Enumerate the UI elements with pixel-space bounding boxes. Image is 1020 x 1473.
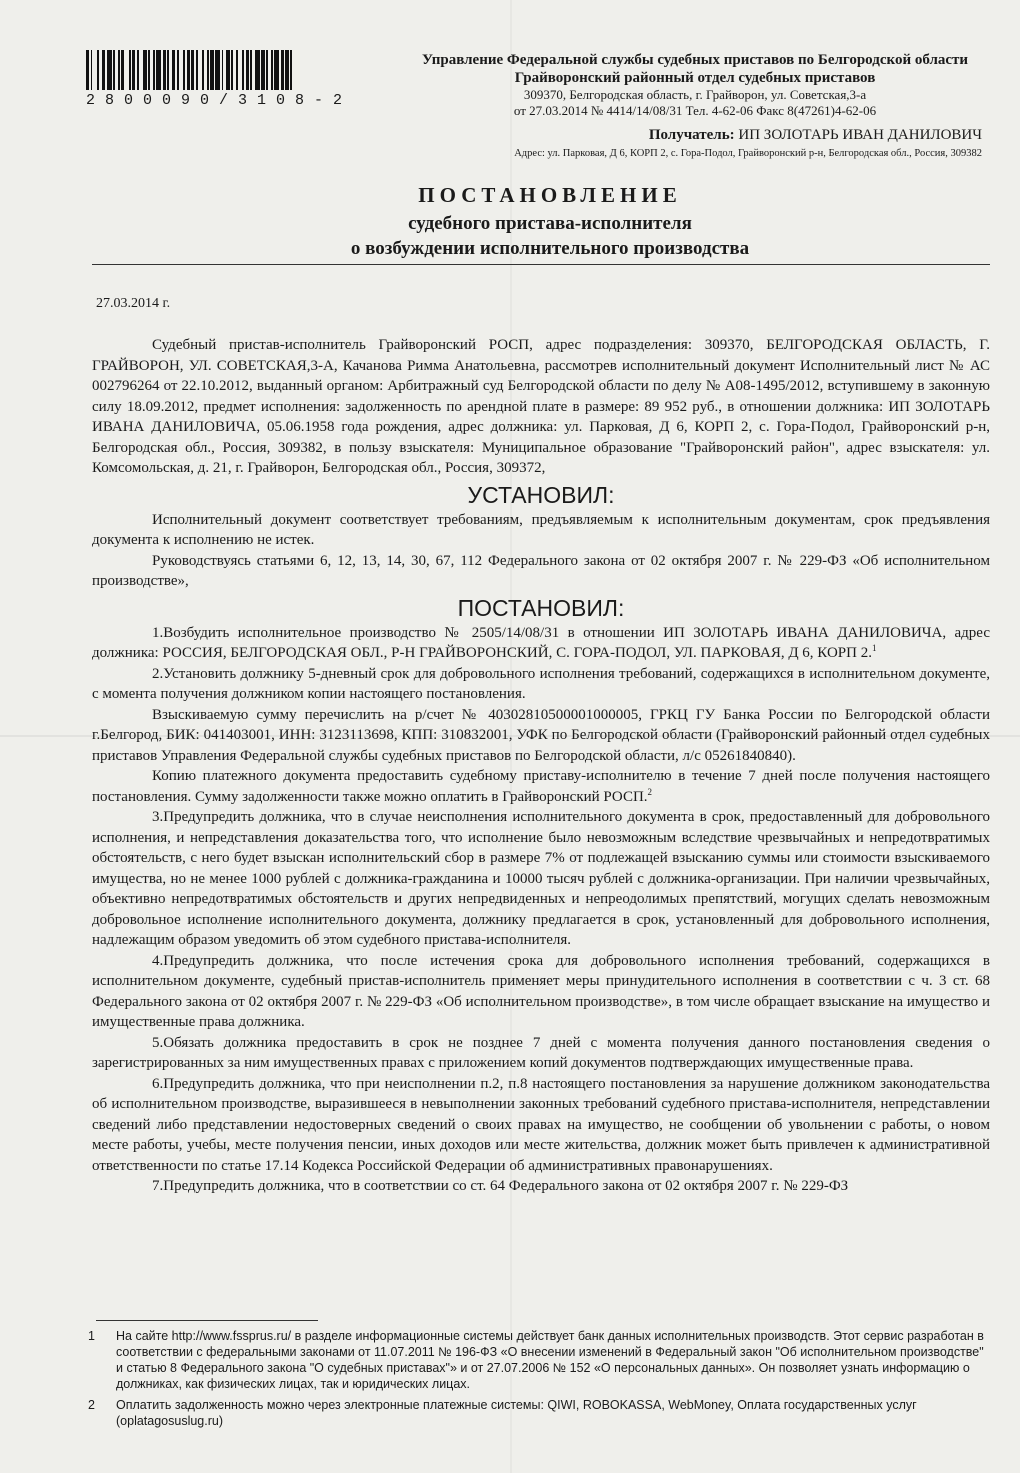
footnote-1 — [88, 1328, 988, 1392]
recipient-name: ИП ЗОЛОТАРЬ ИВАН ДАНИЛОВИЧ — [738, 127, 982, 143]
resolution-item-5: 5.Обязать должника предоставить в срок не позднее 7 дней с момента получения данного постановления сведения о зарегистрированных за ним имущественных правах с приложением копий документов подтверждающих имущественные права. — [92, 1034, 990, 1071]
recipient-address: Адрес: ул. Парковая, Д 6, КОРП 2, с. Гора-Подол, Грайворонский р-н, Белгородская обл., Россия, 309382 — [514, 148, 982, 159]
footnote-number: 1 — [88, 1329, 95, 1343]
footnote-ref-2: 2 — [647, 786, 653, 797]
recipient-label: Получатель: — [648, 127, 735, 143]
document-date: 27.03.2014 г. — [96, 296, 171, 311]
department-address: 309370, Белгородская область, г. Грайворон, ул. Советская,3-а — [523, 87, 867, 102]
issuing-authority — [395, 51, 995, 119]
authority-name: Управление Федеральной службы судебных приставов по Белгородской области — [421, 52, 969, 68]
payment-details: Взыскиваемую сумму перечислить на р/счет № 40302810500001000005, ГРКЦ ГУ Банка России по Белгородской области г.Белгород, БИК: 041403001, ИНН: 3123113698, КПП: 310832001, УФК по Белгородской области (Грайворонский районный отдел судебных приставов Управления Федеральной службы судебных приставов по Белгородской области, л/с 05261840840). — [92, 706, 990, 764]
heading-established: УСТАНОВИЛ: — [467, 481, 615, 508]
footnote-number: 2 — [88, 1398, 95, 1412]
established-paragraph-2: Руководствуясь статьями 6, 12, 13, 14, 30, 67, 112 Федерального закона от 02 октября 2007 г. № 229-ФЗ «Об исполнительном производстве», — [92, 552, 990, 589]
footnotes — [88, 1328, 988, 1434]
resolution-item-6: 6.Предупредить должника, что при неисполнении п.2, п.8 настоящего постановления за нарушение должником законодательства об исполнительном производстве, выразившееся в невыполнении законных требований судебного пристава-исполнителя, непредставлении сведений либо представлении недостоверных сведений о своих правах на имущество, не сообщении об увольнении с работы, о новом месте работы, учебы, месте получения пенсии, иных доходов или месте жительства, должник может быть привлечен к административной ответственности по статье 17.14 Кодекса Российской Федерации об административных правонарушениях. — [92, 1075, 990, 1174]
document-reference: от 27.03.2014 № 4414/14/08/31 Тел. 4-62-06 Факс 8(47261)4-62-06 — [513, 103, 877, 118]
resolution-item-1: 1.Возбудить исполнительное производство № 2505/14/08/31 в отношении ИП ЗОЛОТАРЬ ИВАНА ДАНИЛОВИЧА, адрес должника: РОССИЯ, БЕЛГОРОДСКАЯ ОБЛ., Р-Н ГРАЙВОРОНСКИЙ, С. ГОРА-ПОДОЛ, УЛ. ПАРКОВАЯ, Д 6, КОРП 2.$^1$ — [92, 624, 990, 661]
department-name: Грайворонский районный отдел судебных приставов — [514, 70, 876, 86]
barcode-block — [86, 50, 386, 109]
resolution-item-4: 4.Предупредить должника, что после истечения срока для добровольного исполнения требований, содержащихся в исполнительном документе, судебный пристав-исполнитель применяет меры принудительного исполнения в соответствии с ч. 3 ст. 68 Федерального закона от 02 октября 2007 г. № 229-ФЗ «Об исполнительном производстве», в том числе обращает взыскание на имущество и имущественные права должника. — [92, 952, 990, 1030]
document-subtitle-2: о возбуждении исполнительного производства — [350, 238, 750, 259]
intro-paragraph: Судебный пристав-исполнитель Грайворонский РОСП, адрес подразделения: 309370, БЕЛГОРОДСКАЯ ОБЛАСТЬ, Г. ГРАЙВОРОН, УЛ. СОВЕТСКАЯ,3-А, Качанова Римма Анатольевна, рассмотрев исполнительный документ Исполнительный лист № АС 002796264 от 22.10.2012, выданный органом: Арбитражный суд Белгородской области по делу № А08-1495/2012, вступившему в законную силу 18.09.2012, предмет исполнения: задолженность по арендной плате в размере: 89 952 руб., в отношении должника: ИП ЗОЛОТАРЬ ИВАНА ДАНИЛОВИЧА, 05.06.1958 года рождения, адрес должника: ул. Парковая, Д 6, КОРП 2, с. Гора-Подол, Грайворонский р-н, Белгородская обл., Россия, 309382, в пользу взыскателя: Муниципальное образование "Грайворонский район", адрес взыскателя: ул. Комсомольская, д. 21, г. Грайворон, Белгородская обл., Россия, 309372, — [92, 337, 990, 476]
document-subtitle-1: судебного пристава-исполнителя — [408, 213, 692, 234]
barcode-graphic — [86, 50, 386, 90]
recipient — [649, 126, 982, 144]
document-body — [92, 335, 990, 1197]
footnote-text: Оплатить задолженность можно через электронные платежные системы: QIWI, ROBOKASSA, WebMoney, Оплата государственных услуг (oplatagosuslug.ru) — [116, 1398, 917, 1428]
payment-copy-note: Копию платежного документа предоставить судебному приставу-исполнителю в течение 7 дней после получения настоящего постановления. Сумму задолженности также можно оплатить в Грайворонский РОСП.$^2$ — [92, 768, 990, 805]
title-divider — [92, 264, 990, 265]
footnote-divider — [96, 1320, 318, 1321]
footnote-ref-1: 1 — [871, 643, 877, 653]
resolution-item-7: 7.Предупредить должника, что в соответствии со ст. 64 Федерального закона от 02 октября 2007 г. № 229-ФЗ — [152, 1178, 849, 1194]
established-paragraph-1: Исполнительный документ соответствует требованиям, предъявляемым к исполнительным документам, срок предъявления документа к исполнению не истек. — [92, 511, 990, 548]
barcode-number: 2800090/3108-2 — [86, 92, 353, 109]
document-title: ПОСТАНОВЛЕНИЕ — [418, 183, 682, 207]
barcode-bar — [292, 50, 295, 90]
resolution-item-3: 3.Предупредить должника, что в случае неисполнения исполнительного документа в срок, предоставленный для добровольного исполнения, и непредставления доказательства того, что исполнение было невозможным вследствие чрезвычайных и непредотвратимых обстоятельств, с него будет взыскан исполнительский сбор в размере 7% от подлежащей взысканию суммы или стоимости взыскиваемого имущества, но не менее 1000 рублей с должника-гражданина и 10000 тысяч рублей с должника-организации. При наличии чрезвычайных, объективно непредотвратимых обстоятельств и других непредвиденных и непреодолимых препятствий, могущих сделать невозможным добровольное исполнение исполнительного документа, должнику предлагается в срок, установленный для добровольного исполнения, надлежащим образом уведомить об этом судебного пристава-исполнителя. — [92, 809, 990, 948]
footnote-text: На сайте http://www.fssprus.ru/ в разделе информационные системы действует банк данных исполнительных производств. Этот сервис разработан в соответствии с федеральными законами от 11.07.2011 № 196-ФЗ «О внесении изменений в Федеральный закон "Об исполнительном производстве" и статью 8 Федерального закона "О судебных приставах"» и от 27.07.2006 № 152 «О персональных данных». Он позволяет узнать информацию о должниках, как физических лицах, так и юридических лицах. — [116, 1329, 984, 1391]
resolution-item-2: 2.Установить должнику 5-дневный срок для добровольного исполнения требований, содержащихся в исполнительном документе, с момента получения должником копии настоящего постановления. — [92, 665, 990, 702]
footnote-2 — [88, 1397, 988, 1429]
heading-resolved: ПОСТАНОВИЛ: — [457, 594, 625, 621]
